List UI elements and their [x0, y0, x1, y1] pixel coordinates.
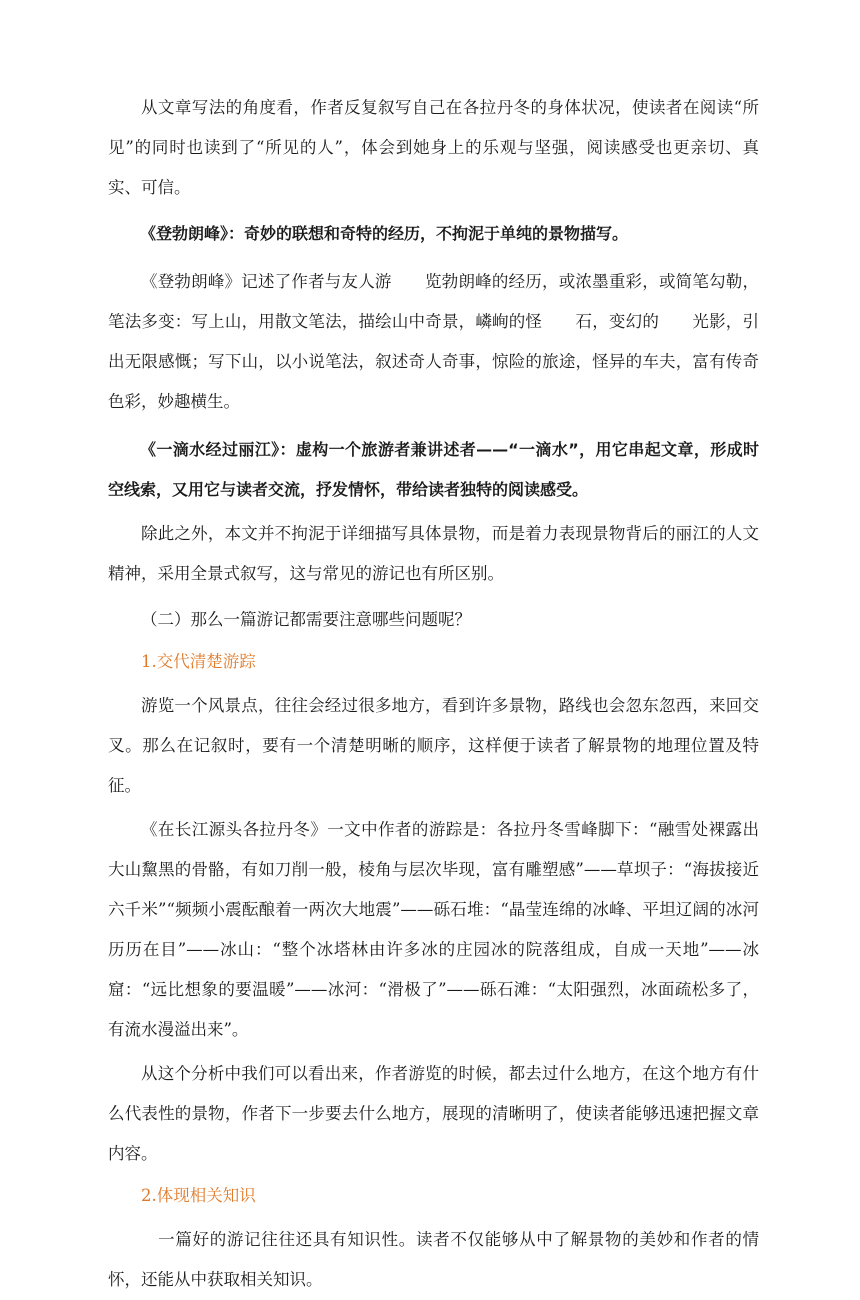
- paragraph-sightseeing: 游览一个风景点，往往会经过很多地方，看到许多景物，路线也会忽东忽西，来回交叉。那么在记叙时，要有一个清楚明晰的顺序，这样便于读者了解景物的地理位置及特征。: [108, 696, 759, 795]
- heading-1-travel-route: 1.交代清楚游踪: [141, 652, 256, 671]
- paragraph-yidishui-title: 《一滴水经过丽江》：虚构一个旅游者兼讲述者——“一滴水”，用它串起文章，形成时空线索，又用它与读者交流，抒发情怀，带给读者独特的阅读感受。: [108, 440, 759, 499]
- paragraph-dengbolangfeng-body: 《登勃朗峰》记述了作者与友人游 览勃朗峰的经历，或浓墨重彩，或简笔勾勒，笔法多变：写上山，用散文笔法，描绘山中奇景，嶙峋的怪 石，变幻的 光影，引出无限感慨；写下山，以小说笔法，叙述奇人奇事，惊险的旅途，怪异的车夫，富有传奇色彩，妙趣横生。: [108, 272, 759, 411]
- paragraph-dengbolangfeng-title: 《登勃朗峰》：奇妙的联想和奇特的经历，不拘泥于单纯的景物描写。: [140, 224, 629, 243]
- paragraph-besides: 除此之外，本文并不拘泥于详细描写具体景物，而是着力表现景物背后的丽江的人文精神，采用全景式叙写，这与常见的游记也有所区别。: [108, 524, 759, 583]
- paragraph-geladandong-route: 《在长江源头各拉丹冬》一文中作者的游踪是：各拉丹冬雪峰脚下：“融雪处裸露出大山黧黑的骨骼，有如刀削一般，棱角与层次毕现，富有雕塑感”——草坝子：“海拔接近六千米”“频频小震酝酿着一两次大地震”——砾石堆：“晶莹连绵的冰峰、平坦辽阔的冰河历历在目”——冰山：“整个冰塔林由许多冰的庄园冰的院落组成，自成一天地”——冰窟：“远比想象的要温暖”——冰河：“滑极了”——砾石滩：“太阳强烈，冰面疏松多了，有流水漫溢出来”。: [108, 820, 759, 1039]
- paragraph-writing-method: 从文章写法的角度看，作者反复叙写自己在各拉丹冬的身体状况，使读者在阅读“所见”的同时也读到了“所见的人”，体会到她身上的乐观与坚强，阅读感受也更亲切、真实、可信。: [108, 98, 759, 197]
- paragraph-knowledge: 一篇好的游记往往还具有知识性。读者不仅能够从中了解景物的美妙和作者的情怀，还能从中获取相关知识。: [108, 1230, 759, 1289]
- section-question: （二）那么一篇游记都需要注意哪些问题呢？: [141, 610, 471, 629]
- heading-2-knowledge: 2.体现相关知识: [141, 1186, 256, 1205]
- paragraph-analysis: 从这个分析中我们可以看出来，作者游览的时候，都去过什么地方，在这个地方有什么代表性的景物，作者下一步要去什么地方，展现的清晰明了，使读者能够迅速把握文章内容。: [108, 1064, 759, 1163]
